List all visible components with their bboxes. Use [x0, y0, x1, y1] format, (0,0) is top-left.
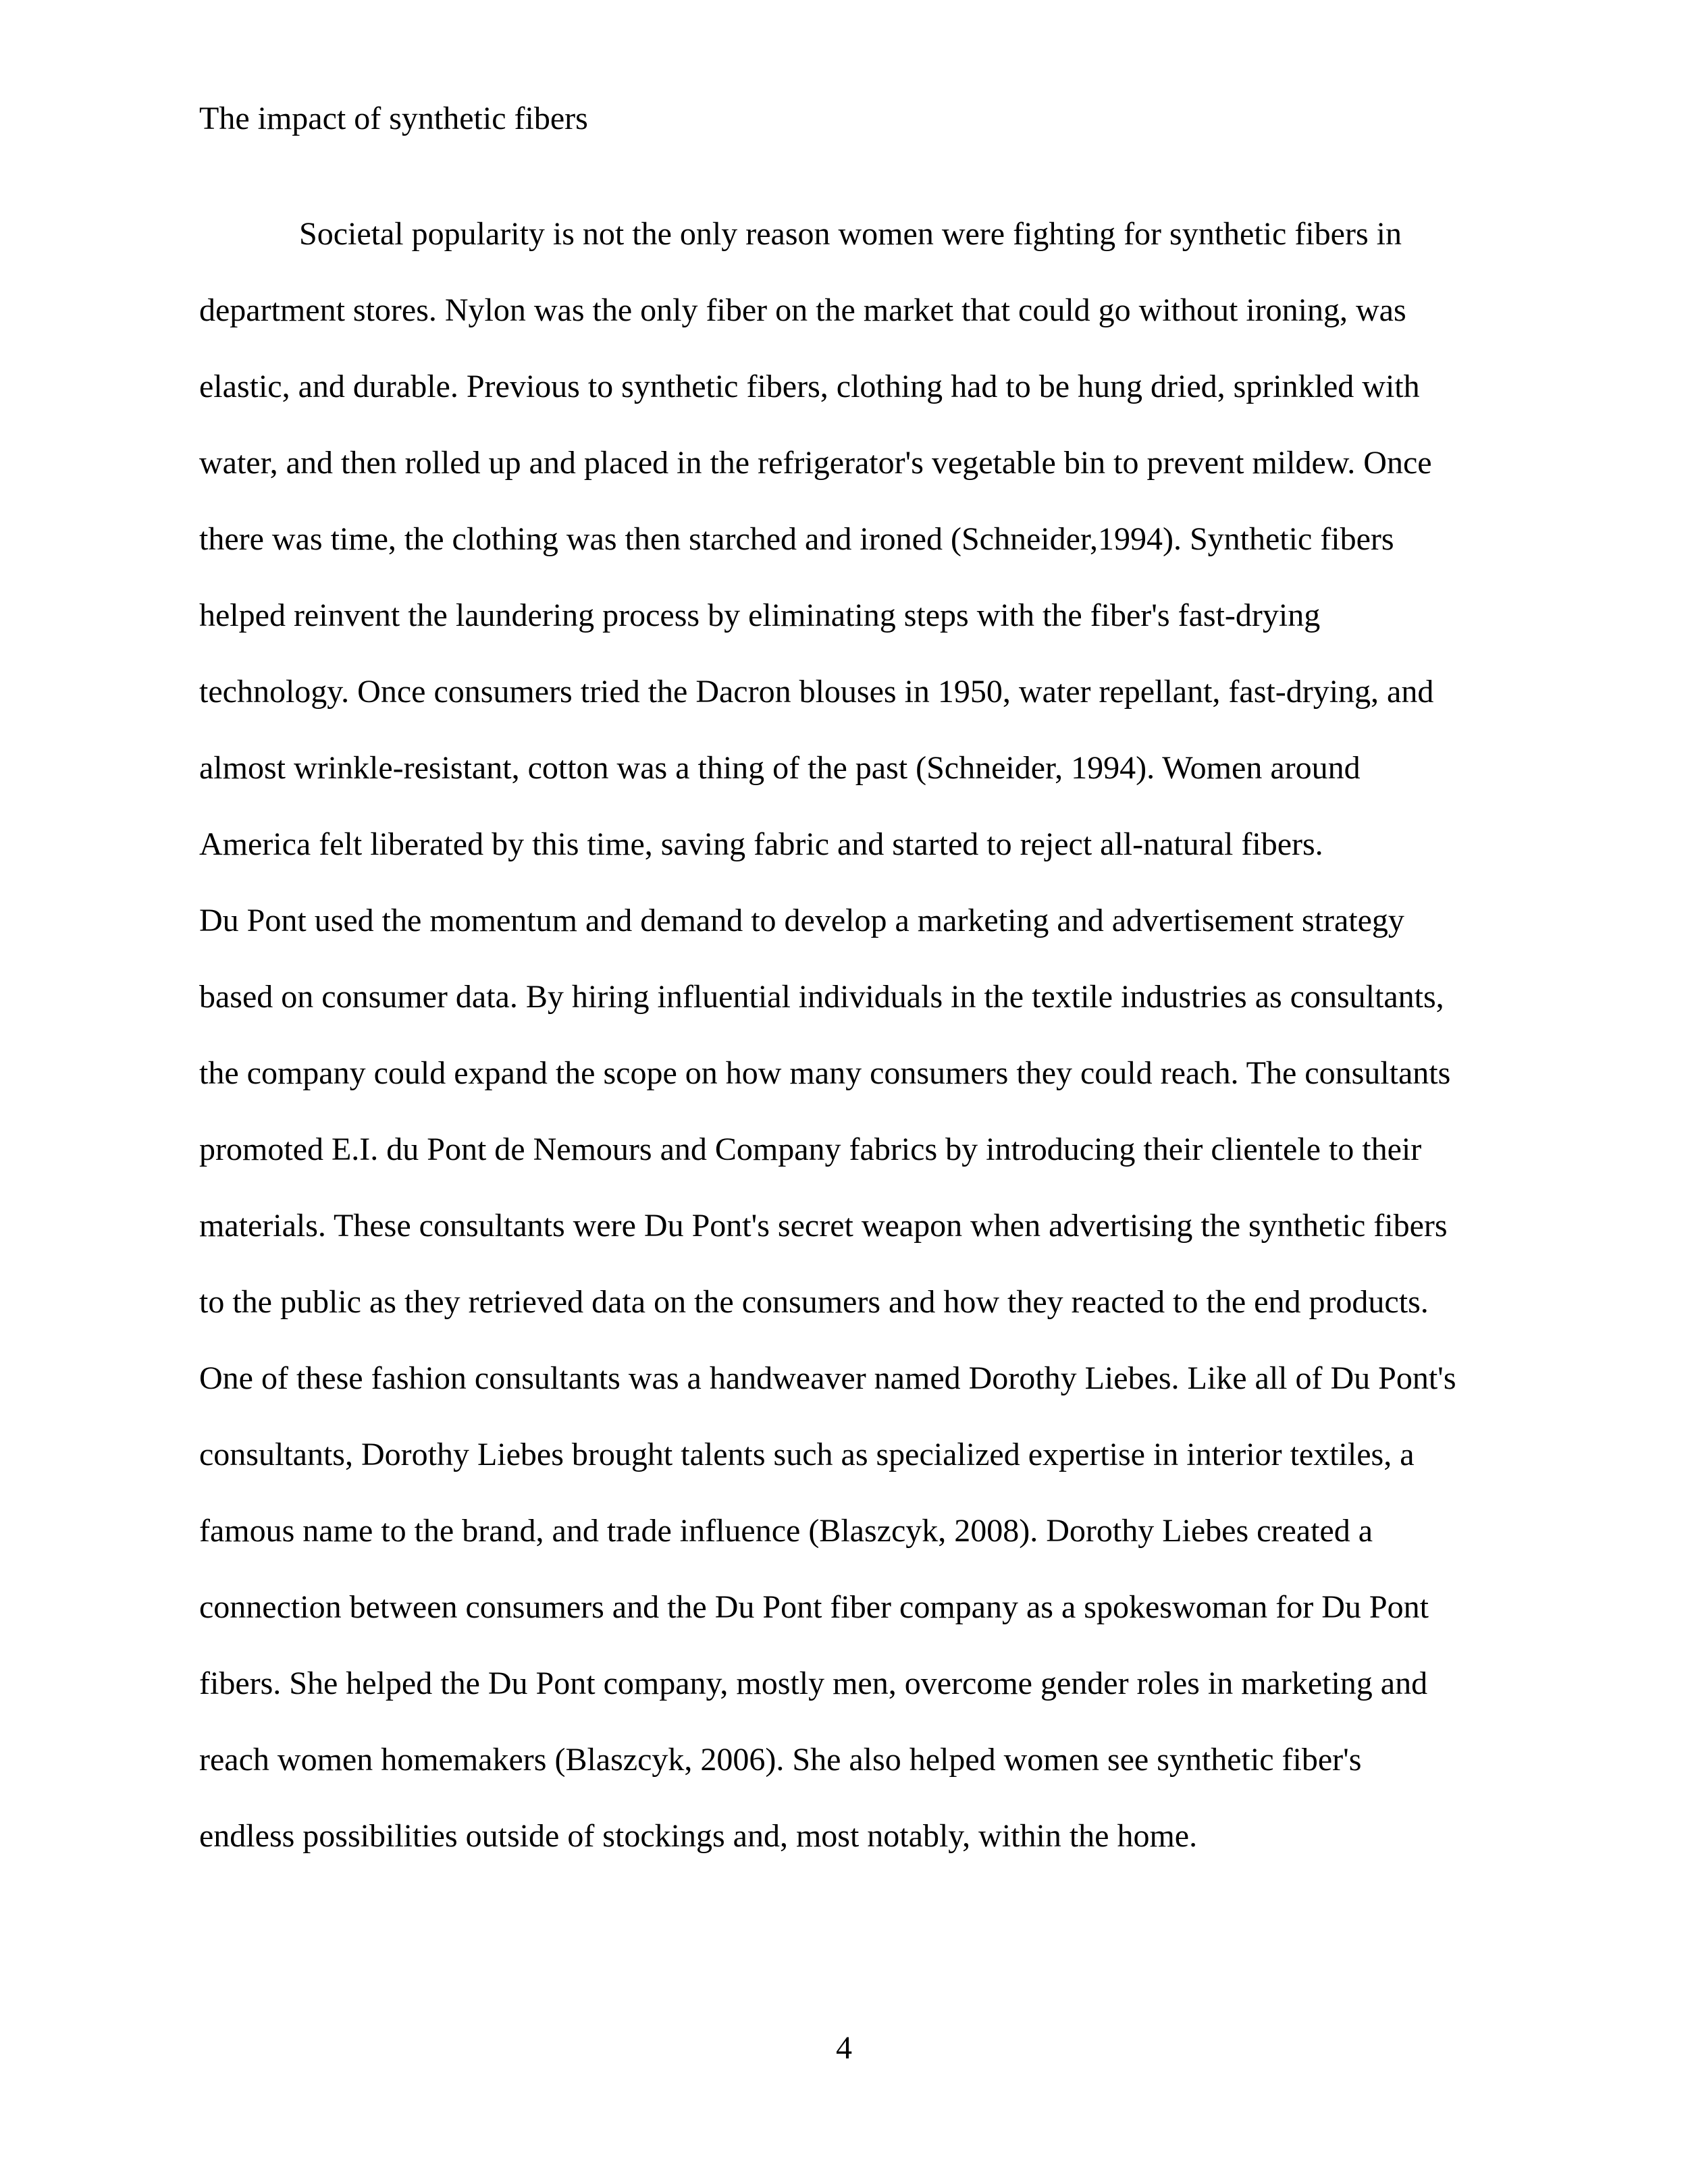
- body-line-18: famous name to the brand, and trade influence (Blaszcyk, 2008). Dorothy Liebes created a: [199, 1513, 1373, 1549]
- body-line-3: elastic, and durable. Previous to synthetic fibers, clothing had to be hung dried, sprinkled with: [199, 369, 1420, 404]
- body-line-17: consultants, Dorothy Liebes brought talents such as specialized expertise in interior textiles, a: [199, 1437, 1415, 1472]
- body-line-12: the company could expand the scope on how many consumers they could reach. The consultants: [199, 1055, 1451, 1091]
- body-line-8: almost wrinkle-resistant, cotton was a thing of the past (Schneider, 1994). Women around: [199, 750, 1361, 786]
- body-line-16: One of these fashion consultants was a handweaver named Dorothy Liebes. Like all of Du Pont's: [199, 1360, 1456, 1396]
- body-line-21: reach women homemakers (Blaszcyk, 2006). She also helped women see synthetic fiber's: [199, 1742, 1362, 1778]
- body-line-22: endless possibilities outside of stockings and, most notably, within the home.: [199, 1818, 1198, 1854]
- body-line-6: helped reinvent the laundering process by eliminating steps with the fiber's fast-drying: [199, 597, 1321, 633]
- page-number: 4: [836, 2030, 852, 2066]
- body-line-7: technology. Once consumers tried the Dacron blouses in 1950, water repellant, fast-drying, and: [199, 674, 1434, 710]
- body-line-20: fibers. She helped the Du Pont company, mostly men, overcome gender roles in marketing and: [199, 1666, 1428, 1701]
- body-line-13: promoted E.I. du Pont de Nemours and Company fabrics by introducing their clientele to their: [199, 1131, 1422, 1167]
- body-line-5: there was time, the clothing was then starched and ironed (Schneider,1994). Synthetic fibers: [199, 521, 1394, 557]
- body-line-4: water, and then rolled up and placed in the refrigerator's vegetable bin to prevent mildew. Once: [199, 445, 1432, 481]
- body-line-2: department stores. Nylon was the only fiber on the market that could go without ironing, was: [199, 292, 1406, 328]
- body-line-14: materials. These consultants were Du Pont's secret weapon when advertising the synthetic fibers: [199, 1208, 1448, 1244]
- body-line-1: Societal popularity is not the only reason women were fighting for synthetic fibers in: [299, 216, 1402, 252]
- body-line-10: Du Pont used the momentum and demand to develop a marketing and advertisement strategy: [199, 903, 1404, 938]
- body-line-11: based on consumer data. By hiring influential individuals in the textile industries as consultants,: [199, 979, 1444, 1015]
- running-head: The impact of synthetic fibers: [199, 101, 588, 136]
- body-line-15: to the public as they retrieved data on the consumers and how they reacted to the end products.: [199, 1284, 1429, 1320]
- body-line-9: America felt liberated by this time, saving fabric and started to reject all-natural fibers.: [199, 826, 1323, 862]
- body-line-19: connection between consumers and the Du Pont fiber company as a spokeswoman for Du Pont: [199, 1589, 1429, 1625]
